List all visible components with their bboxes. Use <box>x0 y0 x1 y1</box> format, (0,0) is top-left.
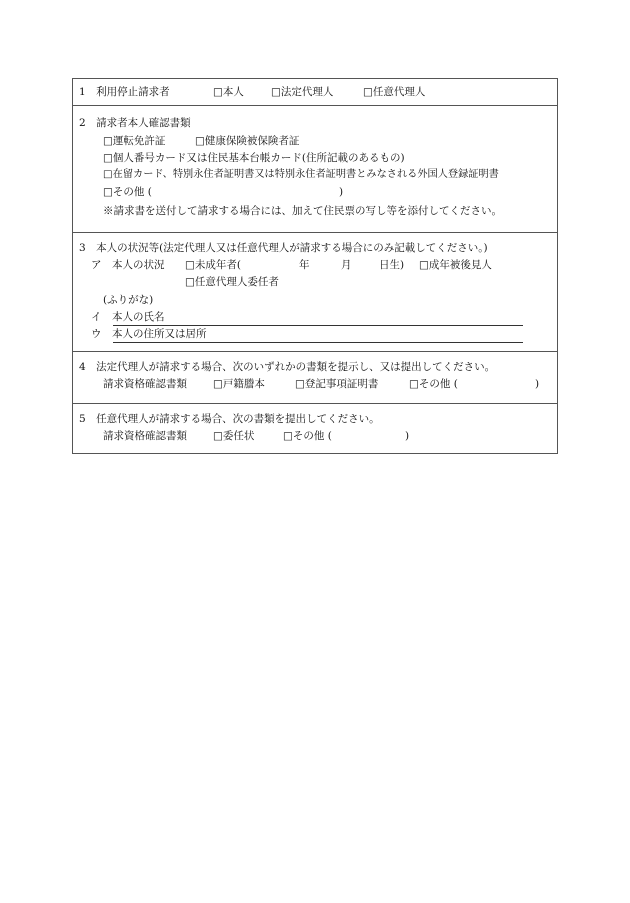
section-identity-documents <box>73 106 557 232</box>
birth-month-label: 月 <box>341 259 352 271</box>
identity-documents-heading: 2 請求者本人確認書類 <box>79 117 191 129</box>
checkbox-other-document[interactable]: □その他 ( <box>103 186 152 198</box>
checkbox-power-of-attorney[interactable]: □委任状 <box>213 430 255 442</box>
section-legal-agent-documents <box>73 352 557 403</box>
section-requester-type <box>73 79 557 105</box>
checkbox-voluntary-other[interactable]: □その他 ( <box>283 430 332 442</box>
principal-status-heading: 3 本人の状況等(法定代理人又は任意代理人が請求する場合にのみ記載してください。) <box>79 242 488 254</box>
birth-day-label: 日生) <box>379 259 405 271</box>
checkbox-drivers-license[interactable]: □運転免許証 <box>103 135 166 147</box>
section-principal-status <box>73 233 557 351</box>
principal-address-label: ウ 本人の住所又は居所 <box>91 328 207 340</box>
birth-year-label: 年 <box>299 259 310 271</box>
legal-other-close: ) <box>535 378 540 390</box>
mail-request-note: ※請求書を送付して請求する場合には、加えて住民票の写し等を添付してください。 <box>103 205 502 217</box>
principal-address-line[interactable] <box>113 342 523 343</box>
section-voluntary-agent-documents <box>73 404 557 454</box>
legal-agent-heading: 4 法定代理人が請求する場合、次のいずれかの書類を提示し、又は提出してください。 <box>79 361 496 373</box>
voluntary-other-close: ) <box>405 430 410 442</box>
checkbox-legal-agent[interactable]: □法定代理人 <box>271 86 334 98</box>
checkbox-legal-other[interactable]: □その他 ( <box>409 378 458 390</box>
checkbox-family-register[interactable]: □戸籍謄本 <box>213 378 265 390</box>
checkbox-voluntary-principal[interactable]: □任意代理人委任者 <box>185 276 279 288</box>
voluntary-agent-docs-label: 請求資格確認書類 <box>103 430 187 442</box>
request-form-table <box>72 78 558 454</box>
checkbox-minor[interactable]: □未成年者( <box>185 259 242 271</box>
requester-type-label: 1 利用停止請求者 <box>79 86 170 98</box>
checkbox-self[interactable]: □本人 <box>213 86 244 98</box>
legal-agent-docs-label: 請求資格確認書類 <box>103 378 187 390</box>
furigana-label: (ふりがな) <box>103 294 154 306</box>
principal-name-label: イ 本人の氏名 <box>91 311 165 323</box>
checkbox-residence-card[interactable]: □在留カード、特別永住者証明書又は特別永住者証明書とみなされる外国人登録証明書 <box>103 169 499 180</box>
checkbox-registry-certificate[interactable]: □登記事項証明書 <box>295 378 379 390</box>
checkbox-health-insurance[interactable]: □健康保険被保険者証 <box>195 135 300 147</box>
voluntary-agent-heading: 5 任意代理人が請求する場合、次の書類を提出してください。 <box>79 413 380 425</box>
principal-status-label: ア 本人の状況 <box>91 259 165 271</box>
checkbox-my-number-card[interactable]: □個人番号カード又は住民基本台帳カード(住所記載のあるもの) <box>103 152 405 164</box>
principal-name-line[interactable] <box>113 325 523 326</box>
other-document-close: ) <box>339 186 344 198</box>
checkbox-adult-ward[interactable]: □成年被後見人 <box>419 259 492 271</box>
checkbox-voluntary-agent[interactable]: □任意代理人 <box>363 86 426 98</box>
